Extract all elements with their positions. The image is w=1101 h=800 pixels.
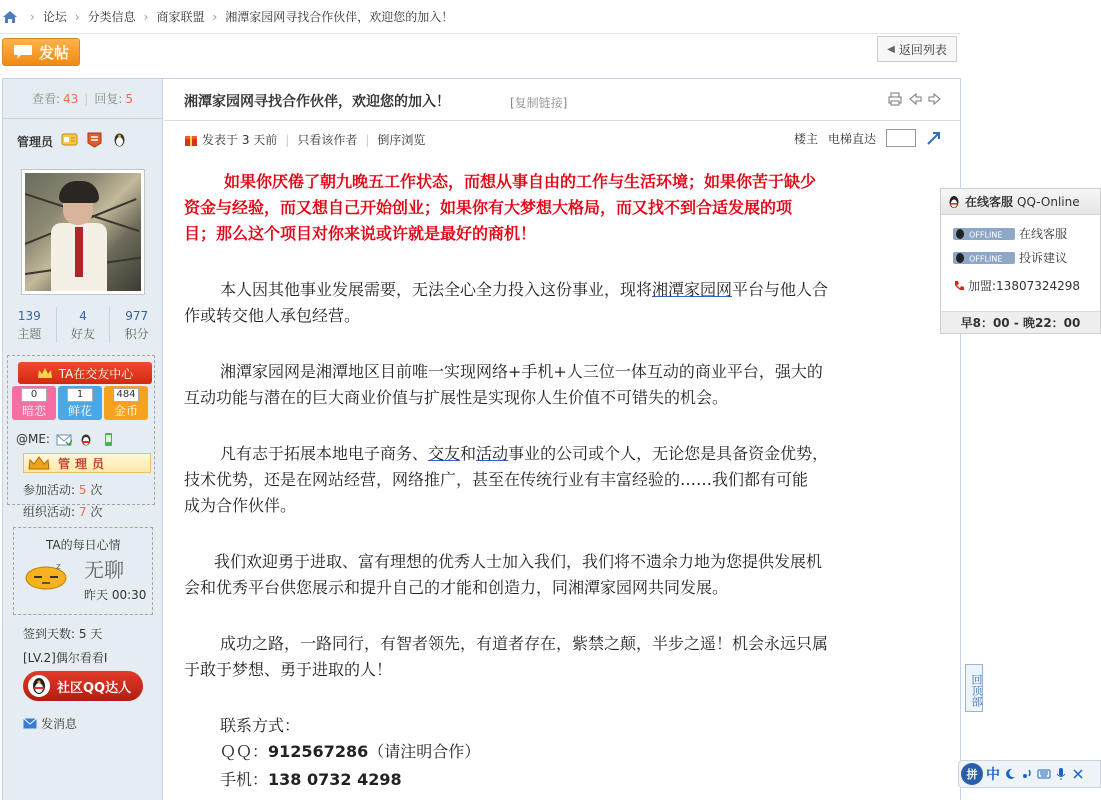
text-line: 目；那么这个项目对你来说或许就是最好的商机！ bbox=[184, 224, 537, 243]
paragraph-2 bbox=[184, 277, 942, 329]
offline-status-icon bbox=[953, 252, 1015, 264]
text-line: 成功之路，一路同行，有智者领先，有道者存在，紫禁之颠，半步之遥！机会永远只属 bbox=[220, 634, 829, 653]
views-label: 查看: bbox=[31, 92, 61, 106]
stat-friends[interactable] bbox=[57, 307, 111, 343]
text-line: 湘潭家园网是湘潭地区目前唯一实现网络+手机+人三位一体互动的商业平台，强大的 bbox=[220, 362, 823, 381]
activity-value: 5 bbox=[78, 483, 87, 497]
crown-icon bbox=[28, 456, 50, 470]
chevron-right-icon: › bbox=[74, 9, 80, 24]
contact-phone bbox=[220, 767, 402, 793]
qq-talent-label: 社区QQ达人 bbox=[57, 680, 132, 696]
stat-label: 主题 bbox=[17, 327, 42, 341]
text-span: 本人因其他事业发展需要，无法全心全力投入这份事业，现将 bbox=[220, 280, 653, 299]
gift-row bbox=[12, 386, 148, 420]
text-line: 资金与经验，而又想自己开始创业；如果你有大梦想大格局，而又找不到合适发展的项 bbox=[184, 198, 793, 217]
activity-label: 参加活动: bbox=[23, 483, 76, 497]
qq-talent-badge[interactable] bbox=[23, 671, 143, 701]
franchise-phone-text: 加盟:13807324298 bbox=[968, 279, 1081, 293]
chevron-right-icon: › bbox=[212, 9, 218, 24]
user-icons bbox=[61, 131, 128, 148]
admin-badge-label: 管理员 bbox=[58, 456, 110, 471]
post-title: 湘潭家园网寻找合作伙伴，欢迎您的加入！ bbox=[184, 94, 450, 110]
svg-text:z: z bbox=[56, 562, 61, 572]
social-center-button[interactable] bbox=[18, 362, 152, 384]
chevron-right-icon: › bbox=[30, 9, 35, 24]
new-post-label: 发帖 bbox=[38, 43, 69, 62]
penguin-icon[interactable] bbox=[111, 131, 128, 148]
view-reply-stats bbox=[3, 79, 162, 119]
text-span: 和 bbox=[460, 444, 477, 463]
keyboard-icon[interactable] bbox=[1037, 767, 1051, 781]
speech-bubble-icon bbox=[13, 44, 33, 60]
online-service-item[interactable] bbox=[953, 225, 1067, 242]
previous-thread-icon[interactable] bbox=[908, 92, 922, 106]
activity-unit: 次 bbox=[90, 505, 103, 519]
go-arrow-icon[interactable] bbox=[926, 130, 942, 146]
stat-label: 好友 bbox=[71, 327, 96, 341]
signin-days: 签到天数: 5 天 bbox=[23, 627, 103, 641]
text-line: 如果你厌倦了朝九晚五工作状态，而想从事自由的工作与生活环境；如果你苦于缺少 bbox=[224, 172, 817, 191]
profile-card-icon[interactable] bbox=[61, 131, 78, 148]
elevator-label: 电梯直达 bbox=[827, 131, 876, 146]
breadcrumb-merchant-alliance[interactable]: 商家联盟 bbox=[156, 10, 205, 24]
avatar-decor bbox=[75, 227, 83, 277]
activity-value: 7 bbox=[78, 505, 87, 519]
title-icons bbox=[888, 92, 942, 106]
text-span: 平台与他人合 bbox=[732, 280, 829, 299]
qq-label: ＱＱ： bbox=[220, 742, 269, 761]
floor-nav bbox=[794, 129, 942, 147]
text-line bbox=[184, 277, 942, 303]
contact-qq bbox=[220, 739, 480, 765]
text-line: 成为合作伙伴。 bbox=[184, 496, 297, 515]
paragraph-4 bbox=[184, 441, 942, 519]
ime-toolbar bbox=[958, 760, 1101, 788]
text-line bbox=[184, 441, 942, 467]
home-icon[interactable] bbox=[2, 10, 18, 24]
social-center-label: TA在交友中心 bbox=[58, 366, 134, 381]
phone-label: 手机： bbox=[220, 770, 269, 789]
gift-label: 鲜花 bbox=[67, 404, 92, 418]
floor-label: 楼主 bbox=[793, 131, 818, 146]
gift-count: 484 bbox=[113, 388, 139, 402]
print-icon[interactable] bbox=[888, 92, 902, 106]
avatar-image bbox=[25, 173, 141, 291]
complaint-item[interactable] bbox=[953, 249, 1067, 266]
avatar-decor bbox=[59, 181, 99, 203]
text-span: 事业的公司或个人，无论您是具备资金优势， bbox=[508, 444, 829, 463]
gift-label: 暗恋 bbox=[21, 404, 46, 418]
paragraph-5 bbox=[184, 549, 942, 601]
author-stats bbox=[3, 307, 163, 343]
stat-value: 4 bbox=[79, 309, 87, 323]
online-service-subtitle: QQ-Online bbox=[1017, 194, 1080, 209]
breadcrumb-forum[interactable]: 论坛 bbox=[42, 10, 67, 24]
daily-mood bbox=[13, 527, 153, 615]
author-username[interactable]: 管理员 bbox=[17, 135, 54, 149]
contact-title: 联系方式： bbox=[220, 716, 301, 735]
author-only-link[interactable]: 只看该作者 bbox=[297, 133, 358, 147]
me-row bbox=[16, 432, 116, 446]
text-line: 于敢于梦想、勇于进取的人！ bbox=[184, 660, 393, 679]
replies-label: 回复: bbox=[94, 92, 123, 106]
avatar[interactable] bbox=[21, 169, 145, 295]
qq-number: 912567286 bbox=[268, 742, 369, 761]
penguin-icon bbox=[947, 195, 961, 209]
text-line: 会和优秀平台供您展示和提升自己的才能和创造力，同湘潭家园网共同发展。 bbox=[184, 578, 729, 597]
stat-value: 977 bbox=[125, 309, 149, 323]
online-service-panel bbox=[940, 188, 1101, 334]
gift-count: 0 bbox=[21, 388, 47, 402]
mood-title: TA的每日心情 bbox=[46, 538, 121, 552]
penguin-icon bbox=[27, 674, 51, 698]
next-thread-icon[interactable] bbox=[928, 92, 942, 106]
author-sidebar bbox=[3, 79, 163, 800]
activity-organized bbox=[23, 503, 102, 520]
user-level: [LV.2]偶尔看看I bbox=[23, 651, 108, 665]
activity-joined bbox=[23, 481, 102, 498]
mobile-icon[interactable] bbox=[100, 433, 116, 446]
send-message-label: 发消息 bbox=[41, 717, 78, 731]
service-hours: 早8：00 - 晚22：00 bbox=[941, 311, 1100, 333]
gift-count: 1 bbox=[67, 388, 93, 402]
posted-time: 发表于 3 天前 bbox=[202, 133, 278, 147]
gift-box-icon bbox=[184, 133, 198, 147]
chevron-right-icon: › bbox=[143, 9, 149, 24]
medal-icon[interactable] bbox=[86, 131, 103, 148]
offline-tag-text: OFFLINE bbox=[969, 230, 1003, 239]
arrow-left-icon: ◀ bbox=[887, 43, 895, 55]
online-item-label: 投诉建议 bbox=[1019, 251, 1068, 265]
divider: | bbox=[285, 132, 290, 147]
text-span: 凡有志于拓展本地电子商务、 bbox=[220, 444, 429, 463]
breadcrumb bbox=[0, 0, 960, 34]
activity-unit: 次 bbox=[90, 483, 103, 497]
text-line: 互动功能与潜在的巨大商业价值与扩展性是实现你人生价值不可错失的机会。 bbox=[184, 388, 729, 407]
ime-logo[interactable]: 拼 bbox=[961, 763, 983, 785]
post-title-row bbox=[164, 79, 960, 121]
franchise-phone bbox=[953, 277, 1080, 294]
views-count: 43 bbox=[63, 91, 79, 106]
online-item-label: 在线客服 bbox=[1019, 227, 1068, 241]
gift-crush[interactable] bbox=[12, 386, 56, 420]
back-to-top-button[interactable]: 回顶部 bbox=[965, 664, 983, 712]
moon-icon[interactable] bbox=[1003, 767, 1017, 781]
microphone-icon[interactable] bbox=[1054, 767, 1068, 781]
paragraph-6 bbox=[184, 631, 942, 683]
stat-topics[interactable] bbox=[3, 307, 57, 343]
back-to-list-label: 返回列表 bbox=[898, 42, 947, 57]
punctuation-icon[interactable] bbox=[1020, 767, 1034, 781]
bored-face-icon bbox=[24, 560, 68, 590]
post-content bbox=[164, 79, 960, 800]
gift-flower[interactable] bbox=[58, 386, 102, 420]
stat-points[interactable] bbox=[110, 307, 163, 343]
phone-number: 138 0732 4298 bbox=[268, 770, 402, 789]
ime-language-toggle[interactable]: 中 bbox=[986, 767, 1000, 783]
crown-icon bbox=[37, 367, 53, 379]
mood-word: 无聊 bbox=[84, 558, 124, 582]
me-label: @ME: bbox=[16, 432, 50, 446]
envelope-icon bbox=[23, 718, 37, 729]
divider: | bbox=[84, 91, 89, 106]
gift-label: 金币 bbox=[113, 404, 138, 418]
penguin-icon[interactable] bbox=[78, 433, 94, 446]
divider: | bbox=[365, 132, 370, 147]
stat-value: 139 bbox=[17, 309, 41, 323]
mail-icon[interactable] bbox=[56, 433, 72, 446]
admin-badge bbox=[23, 453, 151, 473]
offline-tag-text: OFFLINE bbox=[969, 254, 1003, 263]
activity-label: 组织活动: bbox=[23, 505, 76, 519]
text-line: 技术优势，还是在网站经营，网络推广，甚至在传统行业有丰富经验的……我们都有可能 bbox=[184, 470, 809, 489]
replies-count: 5 bbox=[125, 91, 134, 106]
send-message-link[interactable] bbox=[23, 715, 77, 732]
stat-label: 积分 bbox=[124, 327, 149, 341]
phone-icon bbox=[953, 280, 965, 292]
offline-status-icon bbox=[953, 228, 1015, 240]
breadcrumb-classified[interactable]: 分类信息 bbox=[87, 10, 136, 24]
copy-link-button[interactable]: [复制链接] bbox=[510, 96, 568, 110]
online-service-title: 在线客服 bbox=[965, 195, 1014, 209]
post-frame bbox=[2, 78, 961, 800]
gift-gold[interactable] bbox=[104, 386, 148, 420]
activity-link[interactable]: 活动 bbox=[476, 444, 509, 463]
floor-jump-input[interactable] bbox=[886, 129, 916, 147]
paragraph-1 bbox=[184, 169, 942, 195]
paragraph-1-cont bbox=[184, 195, 942, 247]
text-line: 作或转交他人承包经营。 bbox=[184, 306, 361, 325]
reverse-order-link[interactable]: 倒序浏览 bbox=[377, 133, 426, 147]
text-line: 我们欢迎勇于进取、富有理想的优秀人士加入我们，我们将不遗余力地为您提供发展机 bbox=[214, 552, 823, 571]
new-post-button[interactable] bbox=[2, 38, 80, 66]
settings-icon[interactable] bbox=[1071, 767, 1085, 781]
back-to-list-button[interactable] bbox=[877, 36, 957, 62]
dating-link[interactable]: 交友 bbox=[428, 444, 461, 463]
paragraph-3 bbox=[184, 359, 942, 411]
qq-note: （请注明合作） bbox=[368, 742, 481, 761]
site-link[interactable]: 湘潭家园网 bbox=[652, 280, 733, 299]
post-meta bbox=[184, 131, 425, 148]
breadcrumb-current[interactable]: 湘潭家园网寻找合作伙伴，欢迎您的加入！ bbox=[225, 10, 454, 24]
mood-time: 昨天 00:30 bbox=[84, 588, 147, 602]
online-service-header bbox=[941, 189, 1100, 215]
